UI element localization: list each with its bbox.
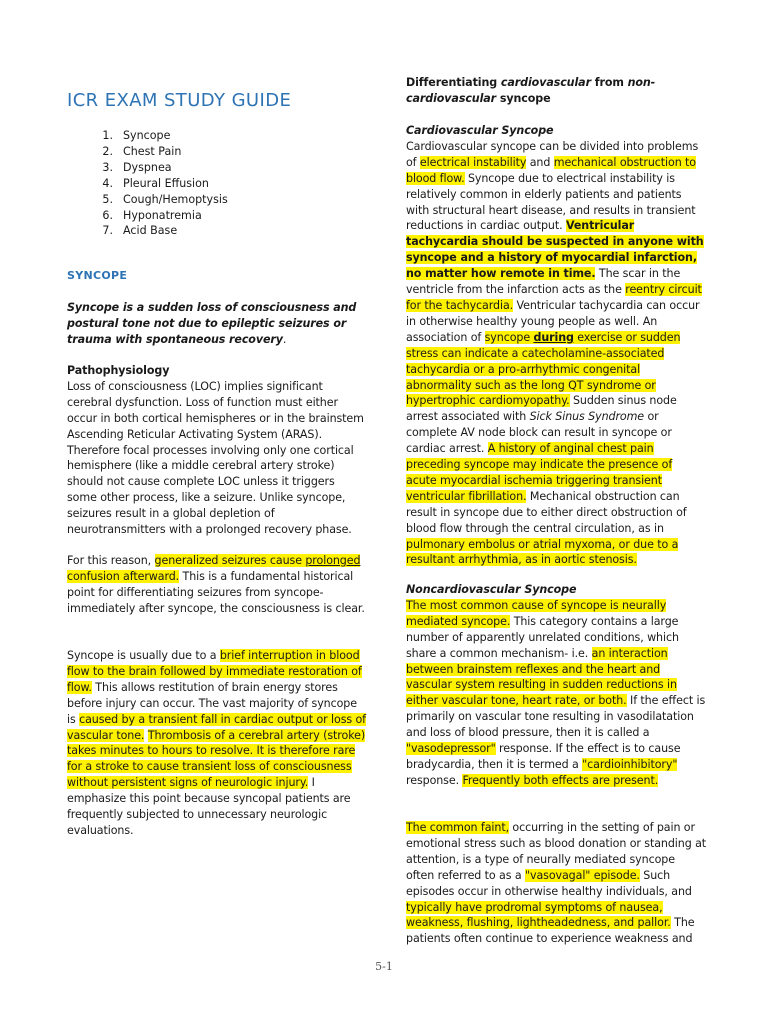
pathophysiology — [67, 363, 367, 538]
noncardiovascular-text: The most common cause of syncope is neurally mediated syncope. This category contains a large number of apparently unrelated conditions, which share a common mechanism- i.e. an interaction between brainstem reflexes and the heart and vascular system resulting in sudden reductions in either vascular tone, heart rate, or both. If the effect is primarily on vascular tone resulting in vasodilatation and loss of blood pressure, then it is called a "vasodepressor" response. If the effect is to cause bradycardia, then it is termed a "cardioinhibitory" response. Frequently both effects are present. — [406, 598, 706, 787]
toc-number: 3. — [102, 160, 113, 174]
toc-item — [67, 223, 228, 239]
pathophysiology-heading: Pathophysiology — [67, 364, 170, 377]
toc-item — [67, 192, 228, 208]
toc-item — [67, 160, 228, 176]
toc-number: 2. — [102, 144, 113, 158]
toc-item — [67, 144, 228, 160]
cardiovascular-section — [406, 123, 706, 568]
paragraph-seizures: For this reason, generalized seizures cause prolonged confusion afterward. This is a fundamental historical point for differentiating seizures from syncope-immediately after syncope, the consciousness is clear. — [67, 554, 365, 615]
toc-number: 6. — [102, 208, 113, 222]
noncardiovascular-heading: Noncardiovascular Syncope — [406, 583, 577, 596]
toc-item — [67, 208, 228, 224]
common-faint-paragraph: The common faint, occurring in the setting of pain or emotional stress such as blood donation or standing at attention, is a type of neurally mediated syncope often referred to as a "vasovagal" episode. Such episodes occur in otherwise healthy individuals, and typically have prodromal symptoms of nausea, weakness, flushing, lightheadedness, and pallor. The patients often continue to experience weakness and — [406, 821, 707, 946]
toc-item — [67, 176, 228, 192]
section-heading: SYNCOPE — [67, 269, 128, 282]
toc-label: Cough/Hemoptysis — [123, 192, 228, 206]
cardiovascular-heading: Cardiovascular Syncope — [406, 124, 554, 137]
noncardiovascular-section — [406, 582, 706, 789]
toc-number: 5. — [102, 192, 113, 206]
toc-number: 7. — [102, 224, 113, 238]
cardiovascular-text: Cardiovascular syncope can be divided into problems of electrical instability and mechanical obstruction to blood flow. Syncope due to electrical instability is relatively common in elderly patients and patients with structural heart disease, and results in transient reductions in cardiac output. Ventricular tachycardia should be suspected in anyone with syncope and a history of myocardial infarction, no matter how remote in time. The scar in the ventricle from the infarction acts as the reentry circuit for the tachycardia. Ventricular tachycardia can occur in otherwise healthy young people as well. An association of syncope during exercise or sudden stress can indicate a catecholamine-associated tachycardia or a pro-arrhythmic congenital abnormality such as the long QT syndrome or hypertrophic cardiomyopathy. Sudden sinus node arrest associated with Sick Sinus Syndrome or complete AV node block can result in syncope or cardiac arrest. A history of anginal chest pain preceding syncope may indicate the presence of acute myocardial ischemia triggering transient ventricular fibrillation. Mechanical obstruction can result in syncope due to either direct obstruction of blood flow through the central circulation, as in pulmonary embolus or atrial myxoma, or due to a resultant arrhythmia, as in aortic stenosis. — [406, 139, 704, 567]
toc-label: Chest Pain — [123, 144, 182, 158]
toc-number: 4. — [102, 176, 113, 190]
document-title: ICR EXAM STUDY GUIDE — [67, 90, 292, 111]
paragraph-syncope-cause: Syncope is usually due to a brief interruption in blood flow to the brain followed by immediate restoration of flow. This allows restitution of brain energy stores before injury can occur. The vast majority of syncope is caused by a transient fall in cardiac output or loss of vascular tone. Thrombosis of a cerebral artery (stroke) takes minutes to hours to resolve. It is therefore rare for a stroke to cause transient loss of consciousness without persistent signs of neurologic injury. I emphasize this point because syncopal patients are frequently subjected to unnecessary neurologic evaluations. — [67, 649, 366, 837]
pathophysiology-text: Loss of consciousness (LOC) implies significant cerebral dysfunction. Loss of function must either occur in both cortical hemispheres or in the brainstem Ascending Reticular Activating System (ARAS). Therefore focal processes involving only one cortical hemisphere (like a middle cerebral artery stroke) should not cause complete LOC unless it triggers some other process, like a seizure. Unlike syncope, seizures result in a global depletion of neurotransmitters with a prolonged recovery phase. — [67, 379, 364, 537]
right-heading: Differentiating cardiovascular from non-cardiovascular syncope — [406, 76, 656, 105]
toc-label: Dyspnea — [123, 160, 172, 174]
toc-label: Syncope — [123, 129, 171, 142]
definition: Syncope is a sudden loss of consciousness and postural tone not due to epileptic seizures or trauma with spontaneous recovery. — [67, 301, 357, 346]
table-of-contents — [67, 128, 228, 239]
page-number: 5-1 — [375, 960, 393, 973]
toc-number: 1. — [102, 129, 113, 142]
toc-label: Hyponatremia — [123, 208, 202, 222]
toc-label: Pleural Effusion — [123, 176, 209, 190]
toc-item — [67, 128, 228, 144]
toc-label: Acid Base — [123, 224, 178, 238]
